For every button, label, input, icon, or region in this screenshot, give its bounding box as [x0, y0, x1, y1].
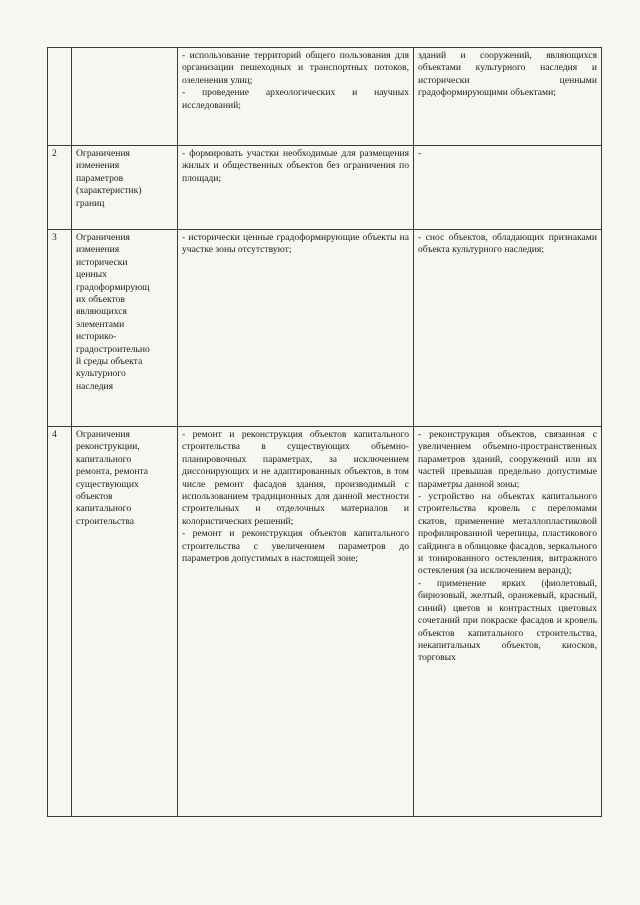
restriction-name-cell	[72, 427, 178, 817]
prohibited-text: - реконструкция объектов, связанная с увеличением объемно-пространственных параметров зданий, сооружений или их частей превышая предельно допустимые параметры данной зоны;	[418, 429, 597, 490]
restriction-name-line: параметров	[76, 172, 124, 184]
prohibited-text: зданий и сооружений, являющихся объектами культурного наследия и исторически ценными градоформирующими объектами;	[418, 50, 597, 99]
allowed-text: - ремонт и реконструкция объектов капитального строительства в существующих объемно-планировочных параметрах, за исключением диссонирующих и не адаптированных объектов, в том числе ремонт фасадов здания, производимый с использованием традиционных для данной местности строительных и отделочных материалов и колористических решений;	[182, 429, 409, 527]
restriction-name-line: капитального	[76, 503, 132, 515]
prohibited-text: -	[418, 148, 422, 159]
row-number: 3	[52, 232, 57, 243]
allowed-cell	[178, 427, 414, 817]
restriction-name-cell	[72, 230, 178, 427]
row-number-cell	[48, 48, 72, 146]
restriction-name-line: градоформирующ	[76, 281, 150, 293]
restriction-name-line: являющихся	[76, 306, 127, 318]
prohibited-cell	[414, 230, 602, 427]
table-row	[48, 146, 602, 230]
prohibited-cell	[414, 48, 602, 146]
restriction-name-line: й среды объекта	[76, 356, 143, 368]
prohibited-cell	[414, 427, 602, 817]
row-number-cell	[48, 146, 72, 230]
allowed-text: - проведение археологических и научных исследований;	[182, 87, 409, 111]
prohibited-cell	[414, 146, 602, 230]
allowed-text: - ремонт и реконструкция объектов капитального строительства с увеличением параметров до параметров допустимых в настоящей зоне;	[182, 528, 409, 565]
row-number-cell	[48, 427, 72, 817]
restriction-name-line: капитального	[76, 453, 132, 465]
row-number: 2	[52, 148, 57, 159]
restriction-name-line: элементами	[76, 318, 125, 330]
table-row	[48, 427, 602, 817]
allowed-cell	[178, 230, 414, 427]
restriction-name-line: границ	[76, 197, 105, 209]
restriction-name-line: ценных	[76, 269, 107, 281]
table-row	[48, 48, 602, 146]
restriction-name-cell	[72, 146, 178, 230]
restriction-name-line: (характеристик)	[76, 185, 142, 197]
restriction-name-line: изменения	[76, 160, 120, 172]
allowed-cell	[178, 146, 414, 230]
restriction-name-line: реконструкции,	[76, 441, 140, 453]
allowed-text: - использование территорий общего пользования для организации пешеходных и транспортных потоков, озеленения улиц;	[182, 50, 409, 86]
restriction-name-line: ремонта, ремонта	[76, 466, 149, 478]
allowed-text: - формировать участки необходимые для размещения жилых и общественных объектов без ограничения по площади;	[182, 148, 409, 184]
prohibited-text: - устройство на объектах капитального строительства кровель с переломами скатов, применение металлопластиковой профилированной черепицы, пластикового сайдинга в облицовке фасадов, зеркального и тонированного остекления, витражного остекления (за исключением веранд);	[418, 491, 597, 577]
restriction-name-line: объектов	[76, 491, 113, 503]
restriction-name-line: историко-	[76, 331, 117, 343]
restrictions-table	[47, 47, 602, 817]
prohibited-text: - снос объектов, обладающих признаками объекта культурного наследия;	[418, 232, 597, 256]
restriction-name-line: Ограничения	[76, 429, 130, 440]
allowed-text: - исторически ценные градоформирующие объекты на участке зоны отсутствуют;	[182, 232, 409, 256]
row-number-cell	[48, 230, 72, 427]
row-number: 4	[52, 429, 57, 440]
restriction-name-line: градостроительно	[76, 343, 150, 355]
restriction-name-line: Ограничения	[76, 148, 130, 159]
restriction-name-line: изменения	[76, 244, 120, 256]
restriction-name-line: их объектов	[76, 294, 125, 306]
restriction-name-line: культурного	[76, 368, 126, 380]
restriction-name-cell	[72, 48, 178, 146]
table-row	[48, 230, 602, 427]
prohibited-text: - применение ярких (фиолетовый, бирюзовый, желтый, оранжевый, красный, синий) цветов и контрастных цветовых сочетаний при покраске фасадов и кровель объектов капитального строительства, некапитальных объектов, киосков, торговых	[418, 577, 597, 664]
restriction-name-line: Ограничения	[76, 232, 130, 243]
restriction-name-line: существующих	[76, 478, 139, 490]
restriction-name-line: исторически	[76, 256, 128, 268]
allowed-cell	[178, 48, 414, 146]
restriction-name-line: строительства	[76, 515, 135, 527]
restriction-name-line: наследия	[76, 380, 113, 392]
